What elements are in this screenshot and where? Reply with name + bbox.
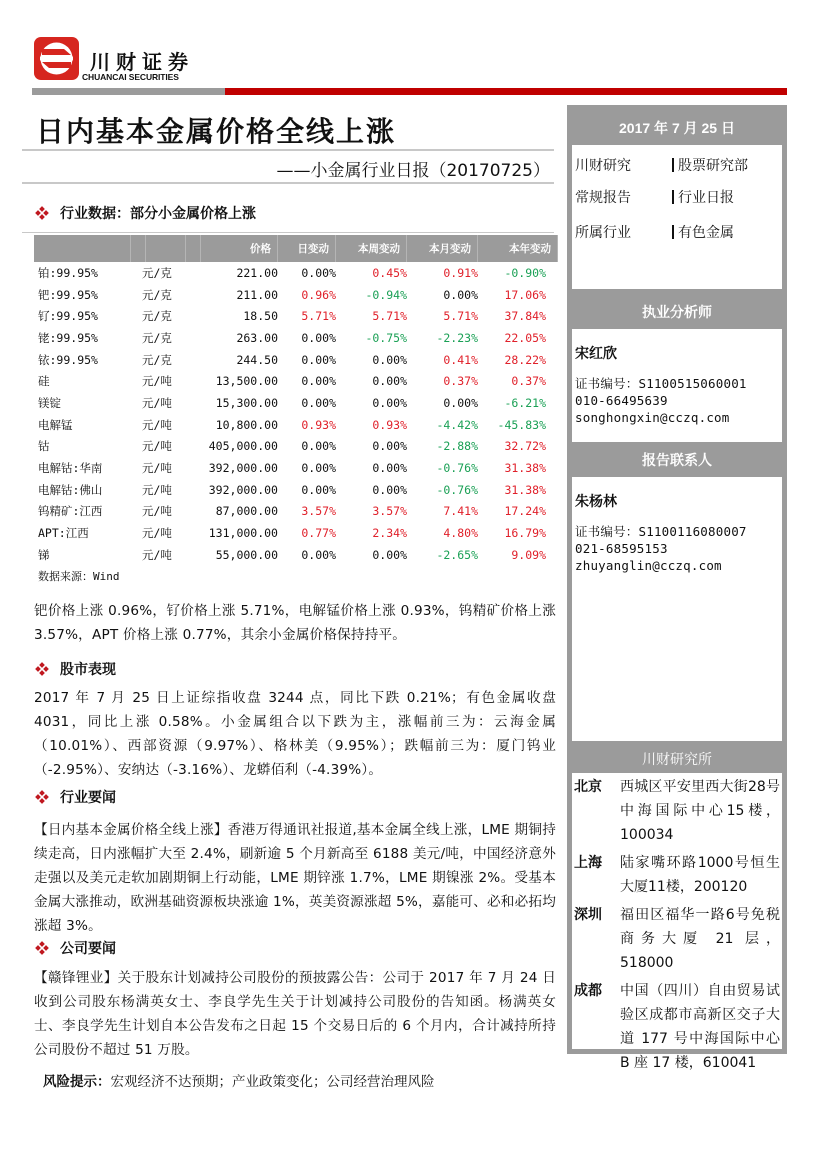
divider <box>22 182 554 184</box>
day-change-cell: 0.00% <box>301 439 336 454</box>
report-info-panel <box>572 145 782 289</box>
year-change-cell: 16.79% <box>504 526 546 541</box>
info-row-industry <box>572 216 782 248</box>
month-change-cell: -2.88% <box>436 439 478 454</box>
month-change-cell: 5.71% <box>443 309 478 324</box>
metal-name-cell: 硅 <box>38 374 50 389</box>
sidebar-date <box>567 110 787 145</box>
analyst-phone: 010-66495639 <box>575 393 668 408</box>
week-change-cell: -0.94% <box>365 287 407 302</box>
sidebar <box>567 105 787 1071</box>
office-beijing <box>572 775 782 847</box>
info-value: 股票研究部 <box>678 158 748 174</box>
week-change-cell: -0.75% <box>365 330 407 345</box>
year-change-cell: 32.72% <box>504 439 546 454</box>
day-change-cell: 0.00% <box>301 482 336 497</box>
metal-name-cell: 钴 <box>38 439 50 454</box>
year-change-cell: 31.38% <box>504 461 546 476</box>
metal-price-table <box>34 235 558 586</box>
month-change-cell: -2.65% <box>436 547 478 562</box>
unit-cell: 元/吨 <box>142 547 172 562</box>
unit-cell: 元/克 <box>142 309 172 324</box>
unit-cell: 元/克 <box>142 265 172 280</box>
section-heading-company-news <box>36 938 116 958</box>
contact-email[interactable]: zhuyanglin@cczq.com <box>575 558 722 573</box>
week-change-cell: 2.34% <box>372 526 407 541</box>
price-cell: 392,000.00 <box>208 482 278 497</box>
office-city: 成都 <box>574 983 602 999</box>
year-change-cell: 22.05% <box>504 330 546 345</box>
week-change-cell: 0.00% <box>372 482 407 497</box>
month-change-cell: -0.76% <box>436 482 478 497</box>
unit-cell: 元/吨 <box>142 439 172 454</box>
day-change-cell: 0.00% <box>301 352 336 367</box>
month-change-cell: 7.41% <box>443 504 478 519</box>
table-row <box>34 522 558 544</box>
table-body <box>34 262 558 566</box>
day-change-cell: 0.00% <box>301 330 336 345</box>
day-change-cell: 0.00% <box>301 395 336 410</box>
risk-warning <box>43 1070 435 1090</box>
price-cell: 392,000.00 <box>208 461 278 476</box>
price-cell: 221.00 <box>236 265 278 280</box>
metal-name-cell: 电解锰 <box>38 417 73 432</box>
header-cell-blank <box>34 235 131 262</box>
metal-name-cell: 电解钴:佛山 <box>38 482 103 497</box>
header-cell-month-change: 本月变动 <box>407 235 478 262</box>
table-row <box>34 501 558 523</box>
day-change-cell: 0.96% <box>301 287 336 302</box>
price-cell: 18.50 <box>243 309 278 324</box>
brand-name-en: CHUANCAI SECURITIES <box>82 72 179 82</box>
year-change-cell: 9.09% <box>511 547 546 562</box>
diamond-bullet-icon <box>36 942 48 954</box>
day-change-cell: 5.71% <box>301 309 336 324</box>
risk-label: 风险提示： <box>43 1074 111 1090</box>
contact-cert: 证书编号：S1100116080007 <box>575 524 747 539</box>
stock-market-paragraph: 2017 年 7 月 25 日上证综指收盘 3244 点，同比下跌 0.21%；有色金属收盘 4031，同比上涨 0.58%。小金属组合以下跌为主，涨幅前三为：云海金属（10.01%）、西部资源（9.97%）、格林美（9.95%）；跌幅前三为：厦门钨业（-2.95%）、安纳达（-3.16%）、龙蟒佰利（-4.39%）。 <box>34 690 556 778</box>
info-value: 行业日报 <box>678 190 734 206</box>
table-row <box>34 305 558 327</box>
info-row-research <box>572 149 782 181</box>
metal-name-cell: 电解钴:华南 <box>38 461 103 476</box>
week-change-cell: 0.00% <box>372 374 407 389</box>
industry-news-paragraph: 【日内基本金属价格全线上涨】香港万得通讯社报道,基本金属全线上涨，LME 期铜持续走高，日内涨幅扩大至 2.4%，刷新逾 5 个月新高至 6188 美元/吨，中国经济意外走强以及美元走软加剧期铜上行动能，LME 期锌涨 1.7%，LME 期镍涨 2%。受基本金属大涨推动，欧洲基础资源板块涨逾 1%，英美资源涨超 5%，嘉能可、必和必拓均涨超 3%。 <box>34 822 556 934</box>
year-change-cell: 0.37% <box>511 374 546 389</box>
office-address: 福田区福华一路6号免税商务大厦 21 层，518000 <box>620 907 780 971</box>
day-change-cell: 3.57% <box>301 504 336 519</box>
table-row <box>34 284 558 306</box>
analyst-heading: 执业分析师 <box>642 304 712 321</box>
analyst-name: 宋红欣 <box>575 346 617 362</box>
metal-name-cell: 铂:99.95% <box>38 265 98 280</box>
section-heading-industry-data <box>36 203 256 223</box>
contact-heading: 报告联系人 <box>642 452 712 469</box>
price-cell: 244.50 <box>236 352 278 367</box>
info-value: 有色金属 <box>678 225 734 241</box>
info-row-report-type <box>572 181 782 213</box>
day-change-cell: 0.00% <box>301 265 336 280</box>
metal-name-cell: 铱:99.95% <box>38 352 98 367</box>
month-change-cell: -2.23% <box>436 330 478 345</box>
week-change-cell: 0.93% <box>372 417 407 432</box>
price-cell: 131,000.00 <box>208 526 278 541</box>
diamond-bullet-icon <box>36 663 48 675</box>
company-news-paragraph: 【赣锋锂业】关于股东计划减持公司股份的预披露公告：公司于 2017 年 7 月 24 日收到公司股东杨满英女士、李良学先生关于计划减持公司股份的告知函。杨满英女士、李良学先生计划自本公告发布之日起 15 个交易日后的 6 个月内，合计减持所持公司股份不超过 51 万股。 <box>34 970 556 1058</box>
month-change-cell: 0.91% <box>443 265 478 280</box>
unit-cell: 元/吨 <box>142 504 172 519</box>
risk-text: 宏观经济不达预期；产业政策变化；公司经营治理风险 <box>110 1074 435 1090</box>
price-cell: 87,000.00 <box>215 504 278 519</box>
info-key: 所属行业 <box>575 225 631 241</box>
section-heading-text: 行业数据：部分小金属价格上涨 <box>60 206 256 222</box>
divider <box>22 149 554 151</box>
header-cell-blank <box>146 235 186 262</box>
section-heading-text: 股市表现 <box>60 662 116 678</box>
table-row <box>34 262 558 284</box>
data-source: 数据来源：Wind <box>38 569 120 583</box>
metal-name-cell: 锑 <box>38 547 50 562</box>
day-change-cell: 0.00% <box>301 374 336 389</box>
office-address: 西城区平安里西大街28号中海国际中心15楼，100034 <box>620 779 780 843</box>
table-row <box>34 479 558 501</box>
contact-card <box>572 477 782 741</box>
year-change-cell: -6.21% <box>504 395 546 410</box>
year-change-cell: 28.22% <box>504 352 546 367</box>
table-row <box>34 457 558 479</box>
day-change-cell: 0.93% <box>301 417 336 432</box>
brand-name-cn: 川财证券 <box>90 50 194 74</box>
unit-cell: 元/吨 <box>142 482 172 497</box>
divider <box>22 232 554 233</box>
table-row <box>34 414 558 436</box>
month-change-cell: 0.37% <box>443 374 478 389</box>
year-change-cell: 17.24% <box>504 504 546 519</box>
info-key: 川财研究 <box>575 158 631 174</box>
metal-name-cell: 钯:99.95% <box>38 287 98 302</box>
table-row <box>34 349 558 371</box>
table-row <box>34 370 558 392</box>
year-change-cell: 17.06% <box>504 287 546 302</box>
office-city: 北京 <box>574 779 602 795</box>
month-change-cell: 0.41% <box>443 352 478 367</box>
price-cell: 13,500.00 <box>215 374 278 389</box>
report-date: 2017 年 7 月 25 日 <box>619 119 735 136</box>
metal-name-cell: 铑:99.95% <box>38 330 98 345</box>
week-change-cell: 0.00% <box>372 461 407 476</box>
week-change-cell: 0.00% <box>372 352 407 367</box>
header-bar-gray <box>32 88 225 95</box>
table-row <box>34 544 558 566</box>
price-cell: 15,300.00 <box>215 395 278 410</box>
analyst-card <box>572 329 782 442</box>
week-change-cell: 0.45% <box>372 265 407 280</box>
month-change-cell: 0.00% <box>443 395 478 410</box>
unit-cell: 元/吨 <box>142 417 172 432</box>
unit-cell: 元/克 <box>142 330 172 345</box>
analyst-cert: 证书编号：S1100515060001 <box>575 376 747 391</box>
contact-name: 朱杨林 <box>575 494 617 510</box>
contact-phone: 021-68595153 <box>575 541 668 556</box>
unit-cell: 元/吨 <box>142 526 172 541</box>
year-change-cell: -0.90% <box>504 265 546 280</box>
unit-cell: 元/吨 <box>142 461 172 476</box>
price-cell: 263.00 <box>236 330 278 345</box>
year-change-cell: 31.38% <box>504 482 546 497</box>
metal-name-cell: APT:江西 <box>38 526 89 541</box>
industry-summary-paragraph: 钯价格上涨 0.96%，钌价格上涨 5.71%，电解锰价格上涨 0.93%，钨精矿价格上涨 3.57%，APT 价格上涨 0.77%，其余小金属价格保持持平。 <box>34 603 556 643</box>
month-change-cell: 4.80% <box>443 526 478 541</box>
section-heading-industry-news <box>36 787 116 807</box>
unit-cell: 元/吨 <box>142 374 172 389</box>
chuancai-logo-icon <box>34 37 79 80</box>
header-cell-blank <box>186 235 201 262</box>
week-change-cell: 0.00% <box>372 395 407 410</box>
info-key: 常规报告 <box>575 190 631 206</box>
metal-name-cell: 镁锭 <box>38 395 61 410</box>
header-cell-blank <box>131 235 146 262</box>
diamond-bullet-icon <box>36 791 48 803</box>
institute-heading: 川财研究所 <box>642 751 712 768</box>
header-cell-year-change: 本年变动 <box>478 235 558 262</box>
unit-cell: 元/克 <box>142 352 172 367</box>
offices-panel <box>572 773 782 1071</box>
report-subtitle: ——小金属行业日报（20170725） <box>276 161 550 181</box>
header-bar-red <box>225 88 787 95</box>
day-change-cell: 0.00% <box>301 547 336 562</box>
section-heading-stock-market <box>36 659 116 679</box>
header-cell-price: 价格 <box>201 235 278 262</box>
price-cell: 10,800.00 <box>215 417 278 432</box>
analyst-email[interactable]: songhongxin@cczq.com <box>575 410 730 425</box>
office-city: 上海 <box>574 855 602 871</box>
table-header <box>34 235 558 262</box>
office-city: 深圳 <box>574 907 602 923</box>
year-change-cell: 37.84% <box>504 309 546 324</box>
header-cell-day-change: 日变动 <box>278 235 336 262</box>
metal-name-cell: 钌:99.95% <box>38 309 98 324</box>
price-cell: 405,000.00 <box>208 439 278 454</box>
week-change-cell: 0.00% <box>372 547 407 562</box>
unit-cell: 元/克 <box>142 287 172 302</box>
month-change-cell: -0.76% <box>436 461 478 476</box>
day-change-cell: 0.77% <box>301 526 336 541</box>
office-address: 陆家嘴环路1000号恒生大厦11楼，200120 <box>620 855 780 895</box>
day-change-cell: 0.00% <box>301 461 336 476</box>
month-change-cell: -4.42% <box>436 417 478 432</box>
table-row <box>34 392 558 414</box>
price-cell: 211.00 <box>236 287 278 302</box>
week-change-cell: 0.00% <box>372 439 407 454</box>
week-change-cell: 5.71% <box>372 309 407 324</box>
table-row <box>34 327 558 349</box>
diamond-bullet-icon <box>36 207 48 219</box>
report-title: 日内基本金属价格全线上涨 <box>36 115 397 148</box>
section-heading-text: 行业要闻 <box>60 790 116 806</box>
unit-cell: 元/吨 <box>142 395 172 410</box>
header-cell-week-change: 本周变动 <box>336 235 407 262</box>
metal-name-cell: 钨精矿:江西 <box>38 504 103 519</box>
week-change-cell: 3.57% <box>372 504 407 519</box>
table-row <box>34 436 558 458</box>
office-chengdu <box>572 979 782 1075</box>
office-address: 中国（四川）自由贸易试验区成都市高新区交子大道 177 号中海国际中心 B 座 17 楼，610041 <box>620 983 780 1071</box>
price-cell: 55,000.00 <box>215 547 278 562</box>
office-shanghai <box>572 851 782 899</box>
month-change-cell: 0.00% <box>443 287 478 302</box>
year-change-cell: -45.83% <box>497 417 546 432</box>
office-shenzhen <box>572 903 782 975</box>
section-heading-text: 公司要闻 <box>60 941 116 957</box>
